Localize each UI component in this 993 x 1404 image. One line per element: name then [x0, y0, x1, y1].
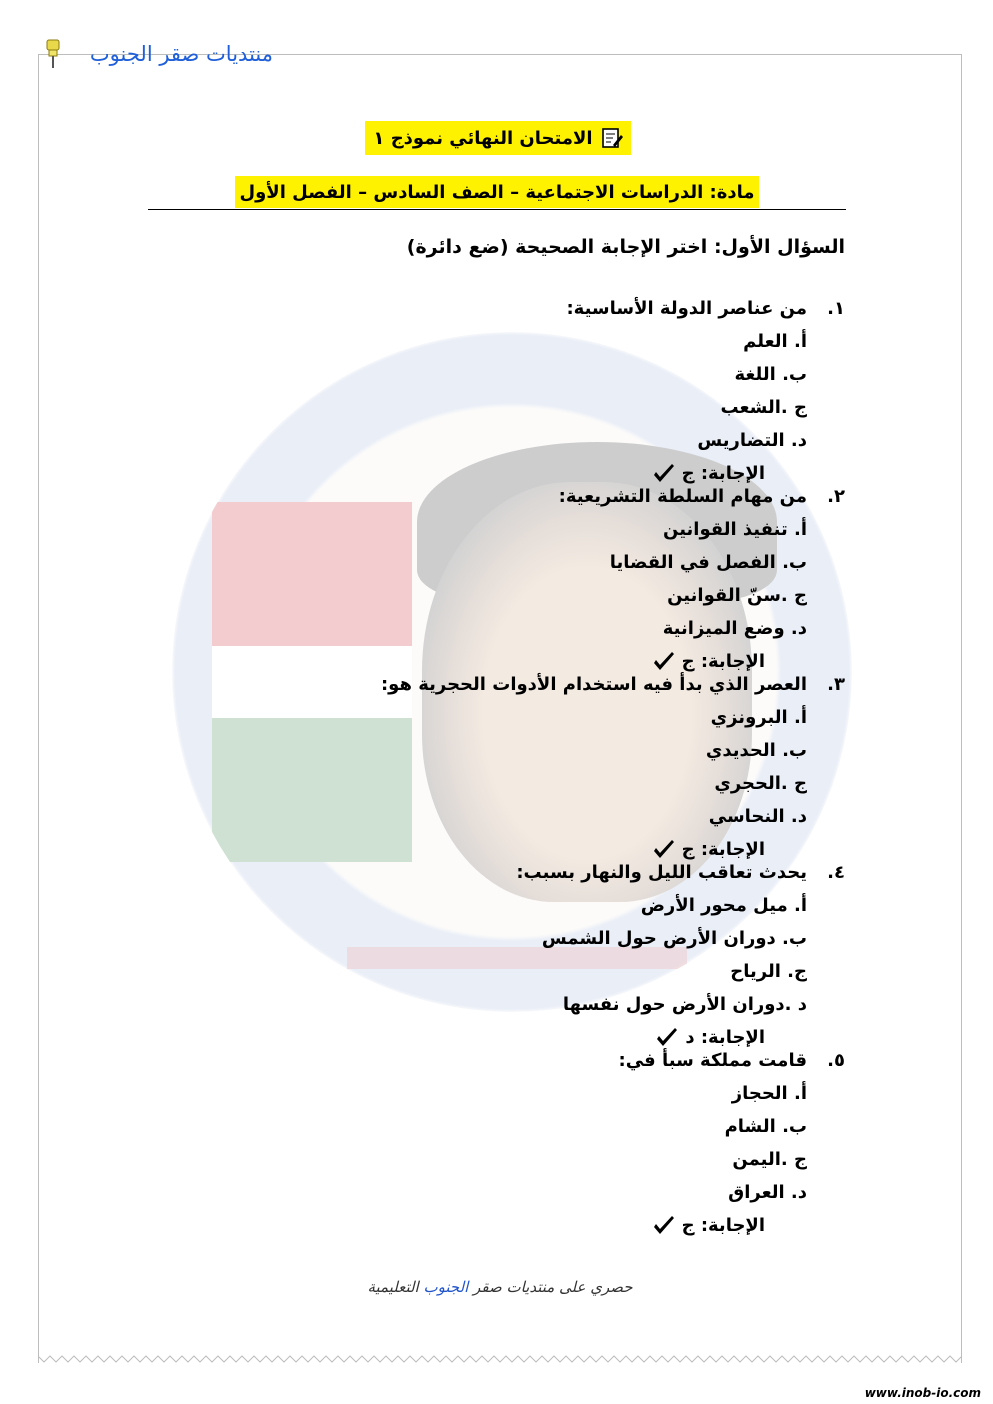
question-stem [325, 292, 845, 325]
answer-text: الإجابة: د [685, 1027, 765, 1048]
answer-option: ب. الحديدي [705, 740, 807, 761]
question-block [325, 1044, 845, 1242]
footer-prefix: حصري على منتديات صقر [468, 1278, 633, 1296]
answer-option: أ. ميل محور الأرض [640, 895, 807, 916]
answer-option: ب. اللغة [734, 364, 807, 385]
footer-highlight: الجنوب [423, 1278, 469, 1296]
question-number: ٢. [827, 486, 845, 507]
question-number: ١. [827, 298, 845, 319]
question-block [325, 292, 845, 490]
site-url: www.inob-io.com [864, 1386, 981, 1400]
answer-option: أ. الحجاز [731, 1083, 807, 1104]
question-text: من مهام السلطة التشريعية: [558, 486, 807, 507]
check-icon [652, 1215, 676, 1237]
answer-option: أ. البرونزي [710, 707, 807, 728]
answer-option: د .دوران الأرض حول نفسها [562, 994, 807, 1015]
question-text: يحدث تعاقب الليل والنهار بسبب: [516, 862, 807, 883]
answer-option: د. وضع الميزانية [662, 618, 807, 639]
footer-note [330, 1278, 670, 1296]
divider [148, 209, 846, 210]
answer-text: الإجابة: ج [681, 463, 765, 484]
answer-option: ج .الشعب [720, 397, 807, 418]
answer-option: أ. تنفيذ القوانين [663, 519, 807, 540]
answer-text: الإجابة: ج [681, 839, 765, 860]
answer-option: ب. الشام [724, 1116, 807, 1137]
exam-title-highlight [365, 121, 631, 155]
question-block [325, 856, 845, 1054]
question-stem [325, 480, 845, 513]
answer-text: الإجابة: ج [681, 1215, 765, 1236]
answer-option: د. العراق [728, 1182, 807, 1203]
document-edit-icon [601, 127, 623, 149]
question-number: ٣. [827, 674, 845, 695]
answer-option: ج. الرياح [730, 961, 807, 982]
answer-text: الإجابة: ج [681, 651, 765, 672]
answer-option: ب. الفصل في القضايا [609, 552, 807, 573]
answer-option: ج .الحجري [714, 773, 807, 794]
question-number: ٤. [827, 862, 845, 883]
question-stem [325, 668, 845, 701]
exam-title: الامتحان النهائي نموذج ١ [373, 127, 593, 149]
page-bottom-edge [38, 1352, 962, 1366]
footer-suffix: التعليمية [367, 1278, 424, 1296]
question-block [325, 480, 845, 678]
subject-highlight [235, 176, 759, 208]
answer-option: د. التضاريس [697, 430, 807, 451]
question-text: العصر الذي بدأ فيه استخدام الأدوات الحجرية هو: [380, 674, 807, 695]
question-number: ٥. [827, 1050, 845, 1071]
answer-option: ج .سنّ القوانين [667, 585, 807, 606]
answer-option: أ. العلم [743, 331, 807, 352]
answer-option: ج .اليمن [732, 1149, 807, 1170]
question-block [325, 668, 845, 866]
forum-brand-title: منتديات صقر الجنوب [89, 42, 273, 66]
answer-option: ب. دوران الأرض حول الشمس [541, 928, 807, 949]
answer-line [325, 1209, 845, 1242]
question-stem [325, 1044, 845, 1077]
question-text: من عناصر الدولة الأساسية: [566, 298, 807, 319]
pin-icon [44, 38, 62, 70]
subject-title: مادة: الدراسات الاجتماعية – الصف السادس – الفصل الأول [239, 181, 755, 203]
answer-option: د. النحاسي [708, 806, 807, 827]
section-heading: السؤال الأول: اختر الإجابة الصحيحة (ضع دائرة) [406, 236, 845, 258]
question-stem [325, 856, 845, 889]
question-text: قامت مملكة سبأ في: [618, 1050, 807, 1071]
